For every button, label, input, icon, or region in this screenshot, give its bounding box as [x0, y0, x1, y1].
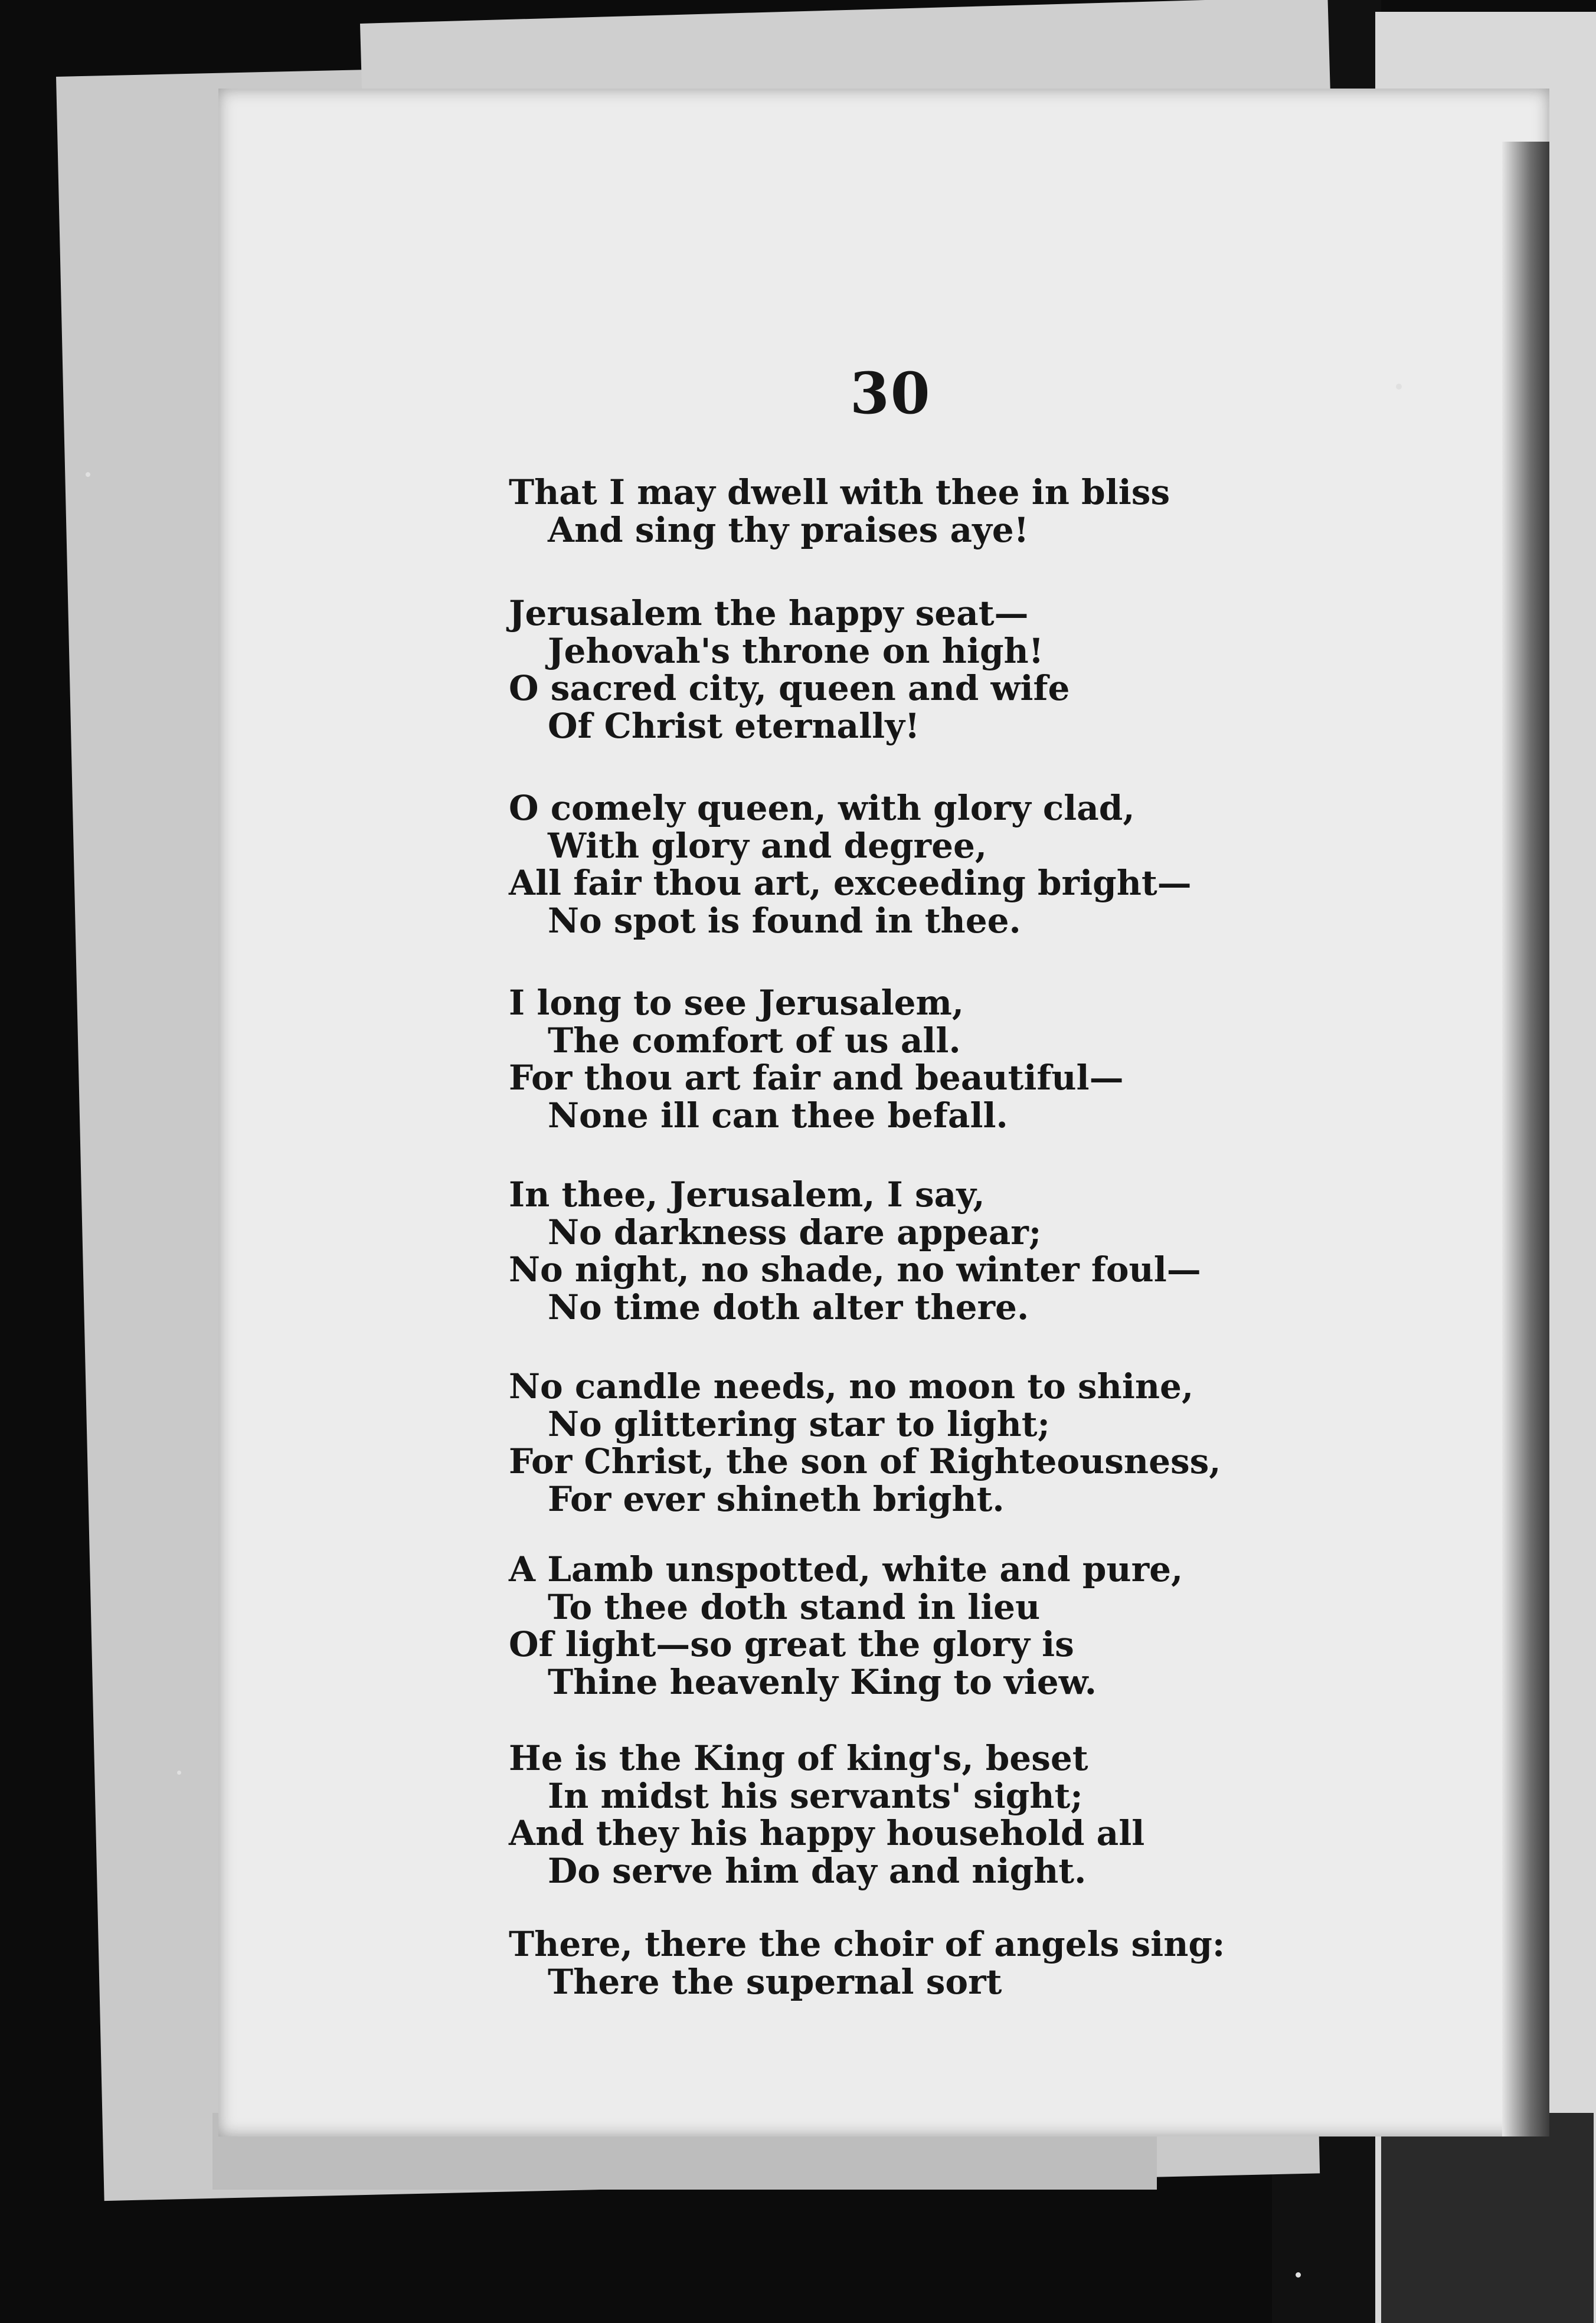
poem-line: Of Christ eternally!	[548, 706, 920, 746]
poem-line: In thee, Jerusalem, I say,	[509, 1174, 985, 1215]
poem-line: I long to see Jerusalem,	[509, 983, 964, 1023]
poem-line: None ill can thee befall.	[548, 1095, 1008, 1136]
poem-line: No spot is found in thee.	[548, 901, 1021, 941]
dust-speck	[86, 472, 90, 477]
poem-line: There the supernal sort	[548, 1962, 1002, 2002]
poem-line: For ever shineth bright.	[548, 1479, 1005, 1519]
poem-line: In midst his servants' sight;	[548, 1776, 1083, 1816]
dust-speck	[1396, 384, 1402, 390]
poem-line: And sing thy praises aye!	[548, 510, 1029, 550]
page-binding-edge	[1502, 142, 1549, 2136]
dust-speck	[1296, 2272, 1301, 2278]
poem-line: There, there the choir of angels sing:	[509, 1924, 1225, 1964]
poem-line: No darkness dare appear;	[548, 1212, 1042, 1252]
poem-line: Jehovah's throne on high!	[548, 631, 1044, 671]
poem-line: That I may dwell with thee in bliss	[509, 472, 1170, 512]
poem-line: With glory and degree,	[548, 826, 987, 866]
poem-line: Of light—so great the glory is	[509, 1624, 1074, 1664]
poem-line: O sacred city, queen and wife	[509, 668, 1070, 708]
poem-line: A Lamb unspotted, white and pure,	[509, 1549, 1183, 1589]
poem-line: All fair thou art, exceeding bright—	[509, 863, 1192, 903]
dust-speck	[177, 1771, 181, 1775]
adjacent-page-shadow	[1381, 2113, 1594, 2323]
poem-line: He is the King of king's, beset	[509, 1738, 1088, 1778]
poem-line: Jerusalem the happy seat—	[509, 593, 1029, 633]
poem-line: Do serve him day and night.	[548, 1851, 1087, 1891]
poem-line: No glittering star to light;	[548, 1404, 1050, 1444]
page-number: 30	[850, 360, 931, 427]
poem-line: No candle needs, no moon to shine,	[509, 1366, 1194, 1406]
poem-line: Thine heavenly King to view.	[548, 1662, 1097, 1702]
poem-line: For Christ, the son of Righteousness,	[509, 1441, 1221, 1481]
poem-line: For thou art fair and beautiful—	[509, 1058, 1124, 1098]
poem-line: No night, no shade, no winter foul—	[509, 1249, 1201, 1290]
poem-line: And they his happy household all	[509, 1813, 1145, 1853]
poem-line: No time doth alter there.	[548, 1287, 1029, 1327]
poem-line: To thee doth stand in lieu	[548, 1587, 1041, 1627]
poem-line: O comely queen, with glory clad,	[509, 788, 1135, 828]
poem-line: The comfort of us all.	[548, 1020, 961, 1061]
